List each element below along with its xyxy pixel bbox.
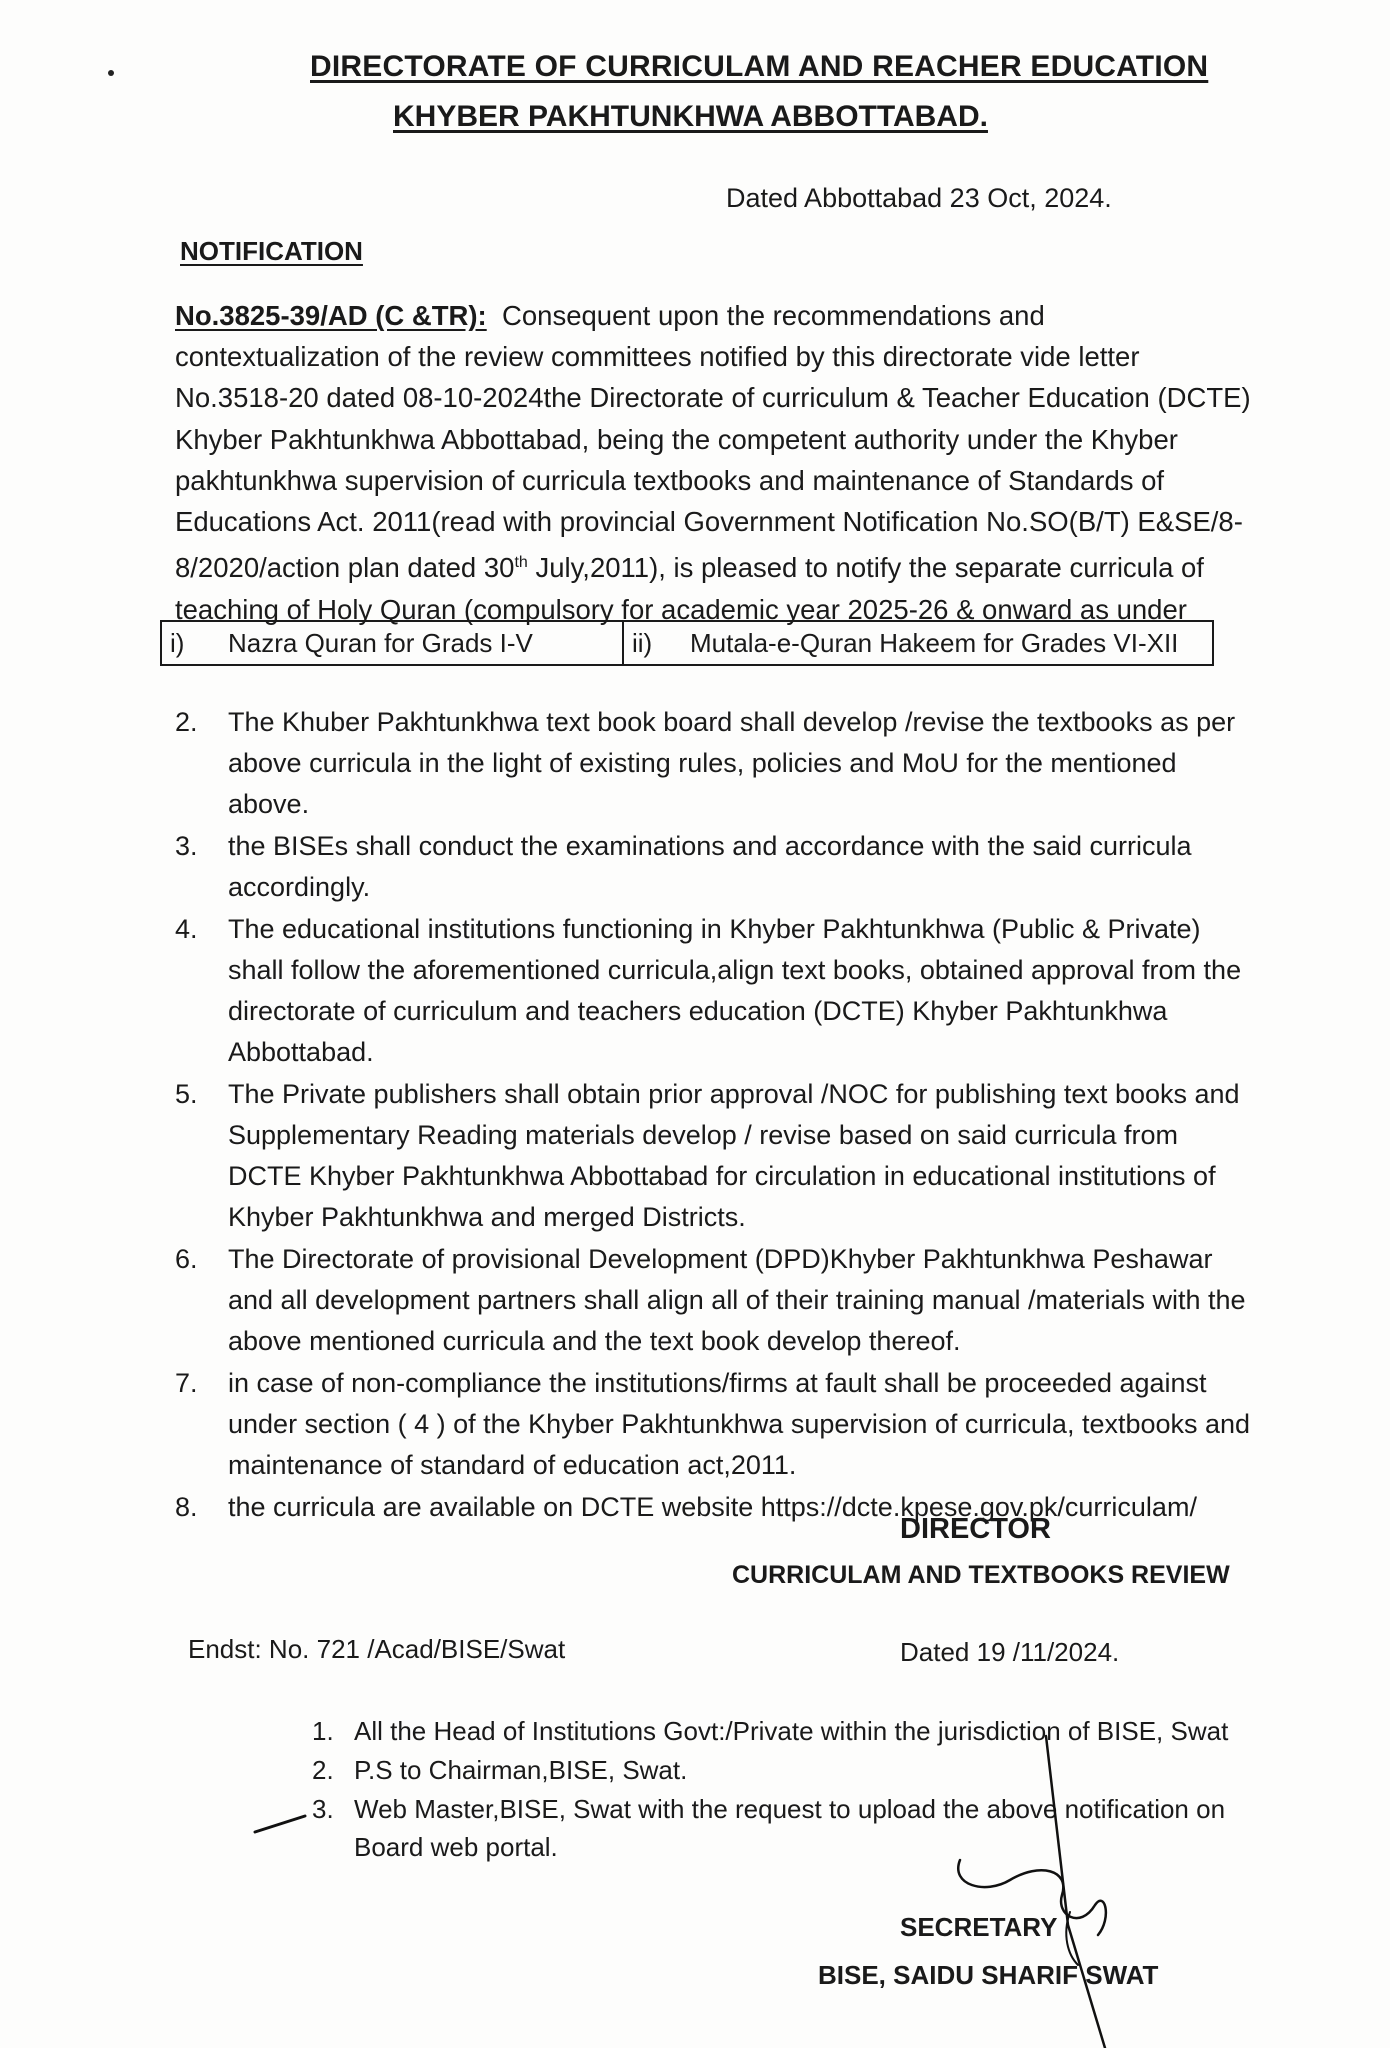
notification-body bbox=[175, 295, 1255, 630]
secretary-subtitle: BISE, SAIDU SHARIF SWAT bbox=[818, 1960, 1159, 1990]
directive-text: the curricula are available on DCTE website https://dcte.kpese.gov.pk/curriculam/ bbox=[228, 1492, 1197, 1522]
directive-text: The Khuber Pakhtunkhwa text book board shall develop /revise the textbooks as per above curricula in the light of existing rules, policies and MoU for the mentioned above. bbox=[228, 707, 1236, 819]
directive-list bbox=[175, 702, 1255, 1529]
curricula-cell bbox=[162, 622, 624, 664]
intro-text-continued: July,2011), is pleased to notify the separate curricula of teaching of Holy Quran (compulsory for academic year 2025-26 & onward as under bbox=[175, 552, 1204, 625]
curricula-table bbox=[160, 620, 1214, 666]
directive-item bbox=[175, 702, 1255, 825]
directive-item bbox=[175, 826, 1255, 908]
header-title-line2: KHYBER PAKHTUNKHWA ABBOTTABAD. bbox=[393, 100, 988, 133]
directive-item bbox=[175, 1363, 1255, 1486]
directive-text: in case of non-compliance the institutions/firms at fault shall be proceeded against under section ( 4 ) of the Khyber Pakhtunkhwa supervision of curricula, textbooks and maintenance of standard of education act,2011. bbox=[228, 1368, 1251, 1480]
directive-number: 3. bbox=[175, 831, 198, 861]
distribution-item bbox=[312, 1790, 1272, 1866]
signature-tail bbox=[1066, 1912, 1078, 1965]
curricula-label: Nazra Quran for Grads I-V bbox=[228, 627, 533, 658]
directive-number: 4. bbox=[175, 914, 198, 944]
endorsement-date: Dated 19 /11/2024. bbox=[900, 1637, 1120, 1667]
directive-number: 8. bbox=[175, 1492, 198, 1522]
distribution-number: 2. bbox=[312, 1755, 334, 1785]
distribution-number: 1. bbox=[312, 1716, 334, 1746]
directive-text: The Private publishers shall obtain prior approval /NOC for publishing text books and Supplementary Reading materials develop / revise based on said curricula from DCTE Khyber Pakhtunkhwa Abbottabad for circulation in educational institutions of Khyber Pakhtunkhwa and merged Districts. bbox=[228, 1079, 1240, 1232]
reference-number: No.3825-39/AD (C &TR): bbox=[175, 300, 487, 331]
date-line: Dated Abbottabad 23 Oct, 2024. bbox=[726, 183, 1112, 213]
curricula-cell bbox=[624, 622, 1212, 664]
directive-text: The Directorate of provisional Development (DPD)Khyber Pakhtunkhwa Peshawar and all development partners shall align all of their training manual /materials with the above mentioned curricula and the text book develop thereof. bbox=[228, 1244, 1246, 1356]
distribution-text: Web Master,BISE, Swat with the request to upload the above notification on Board web portal. bbox=[354, 1794, 1226, 1862]
directive-item bbox=[175, 1074, 1255, 1238]
intro-superscript: th bbox=[514, 554, 528, 572]
directive-text: the BISEs shall conduct the examinations and accordance with the said curricula accordingly. bbox=[228, 831, 1192, 902]
directive-number: 7. bbox=[175, 1368, 198, 1398]
curricula-number: i) bbox=[170, 627, 185, 658]
directive-number: 5. bbox=[175, 1079, 198, 1109]
directive-item bbox=[175, 1239, 1255, 1362]
directive-number: 6. bbox=[175, 1244, 198, 1274]
distribution-list bbox=[312, 1712, 1272, 1867]
distribution-item bbox=[312, 1751, 1272, 1789]
header-title-line1: DIRECTORATE OF CURRICULAM AND REACHER EDUCATION bbox=[310, 50, 1209, 83]
notification-heading: NOTIFICATION bbox=[180, 236, 363, 266]
endorsement-number: Endst: No. 721 /Acad/BISE/Swat bbox=[188, 1634, 566, 1664]
speck-mark bbox=[108, 70, 114, 76]
curricula-number: ii) bbox=[632, 627, 653, 658]
intro-text: Consequent upon the recommendations and contextualization of the review committees notified by this directorate vide letter No.3518-20 dated 08-10-2024the Directorate of curriculum & Teacher Education (DCTE) Khyber Pakhtunkhwa Abbottabad, being the competent authority under the Khyber pakhtunkhwa supervision of curricula textbooks and maintenance of Standards of Educations Act. 2011(read with provincial Government Notification No.SO(B/T) E&SE/8-8/2020/action plan dated 30 bbox=[175, 300, 1251, 584]
directive-item bbox=[175, 1487, 1255, 1528]
directive-text: The educational institutions functioning in Khyber Pakhtunkhwa (Public & Private) shall follow the aforementioned curricula,align text books, obtained approval from the directorate of curriculum and teachers education (DCTE) Khyber Pakhtunkhwa Abbottabad. bbox=[228, 914, 1242, 1067]
director-subtitle: CURRICULAM AND TEXTBOOKS REVIEW bbox=[732, 1561, 1230, 1589]
distribution-number: 3. bbox=[312, 1794, 334, 1824]
distribution-item bbox=[312, 1712, 1272, 1750]
distribution-text: All the Head of Institutions Govt:/Private within the jurisdiction of BISE, Swat bbox=[354, 1716, 1229, 1746]
secretary-title: SECRETARY bbox=[900, 1912, 1058, 1942]
directive-item bbox=[175, 909, 1255, 1073]
directive-number: 2. bbox=[175, 707, 198, 737]
director-title: DIRECTOR bbox=[900, 1513, 1051, 1545]
pen-arrow-mark bbox=[255, 1816, 305, 1832]
distribution-text: P.S to Chairman,BISE, Swat. bbox=[354, 1755, 688, 1785]
curricula-label: Mutala-e-Quran Hakeem for Grades VI-XII bbox=[690, 627, 1179, 658]
